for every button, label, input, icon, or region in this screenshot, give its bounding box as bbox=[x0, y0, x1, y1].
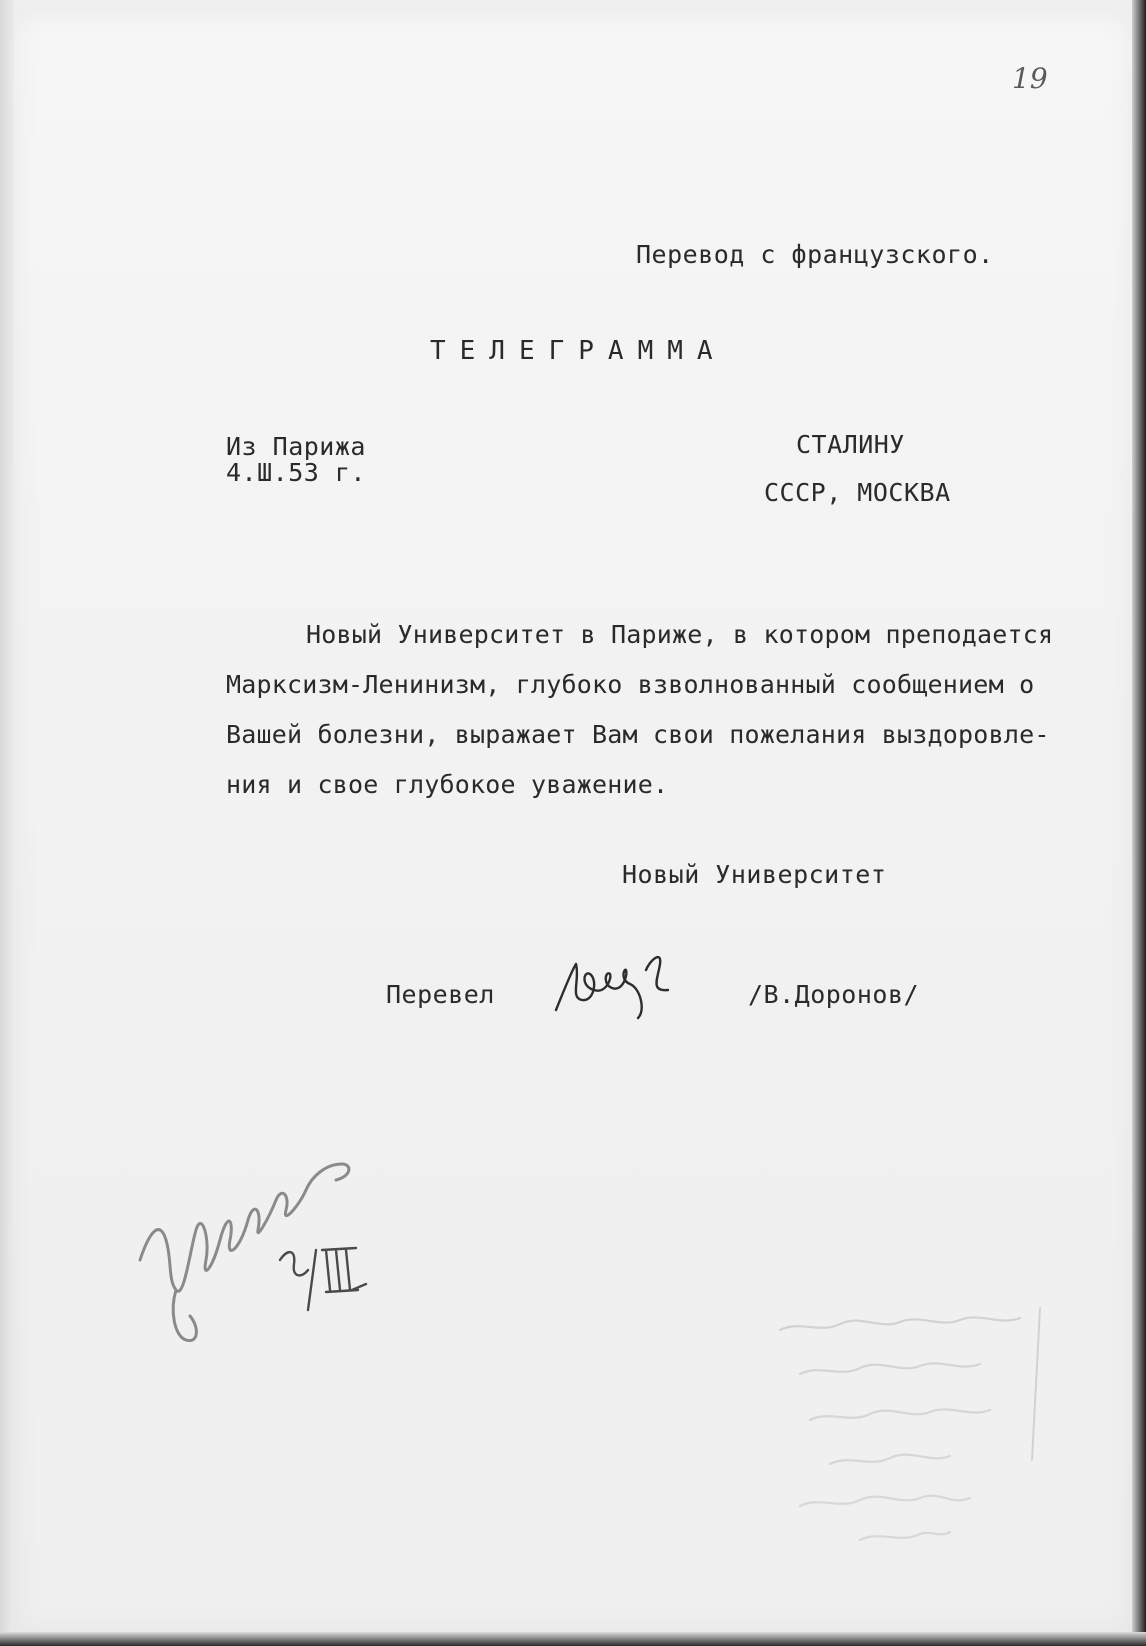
addressee-location: СССР, МОСКВА bbox=[764, 478, 951, 507]
pencil-annotation bbox=[130, 1100, 380, 1350]
translator-label: Перевел bbox=[386, 980, 495, 1009]
faint-pencil-note bbox=[770, 1300, 1070, 1560]
translation-note: Перевод с французского. bbox=[636, 240, 994, 269]
origin-date: 4.Ш.53 г. bbox=[226, 458, 366, 487]
page-number: 19 bbox=[1012, 62, 1048, 95]
scan-edge-left bbox=[0, 0, 14, 1646]
translator-signature bbox=[550, 940, 710, 1020]
body-line-3: Вашей болезни, выражает Вам свои пожелания выздоровле- bbox=[226, 720, 1050, 749]
body-line-2: Марксизм-Ленинизм, глубоко взволнованный сообщением о bbox=[226, 670, 1035, 699]
translator-name: /В.Доронов/ bbox=[748, 980, 920, 1009]
scan-edge-bottom bbox=[0, 1632, 1146, 1646]
document-title: ТЕЛЕГРАММА bbox=[430, 336, 727, 366]
body-line-1: Новый Университет в Париже, в котором преподается bbox=[306, 620, 1054, 649]
origin-city: Из Парижа bbox=[226, 432, 366, 461]
addressee-name: СТАЛИНУ bbox=[796, 430, 905, 459]
signoff: Новый Университет bbox=[622, 860, 887, 889]
scan-edge-right bbox=[1132, 0, 1146, 1646]
body-line-4: ния и свое глубокое уважение. bbox=[226, 770, 669, 799]
